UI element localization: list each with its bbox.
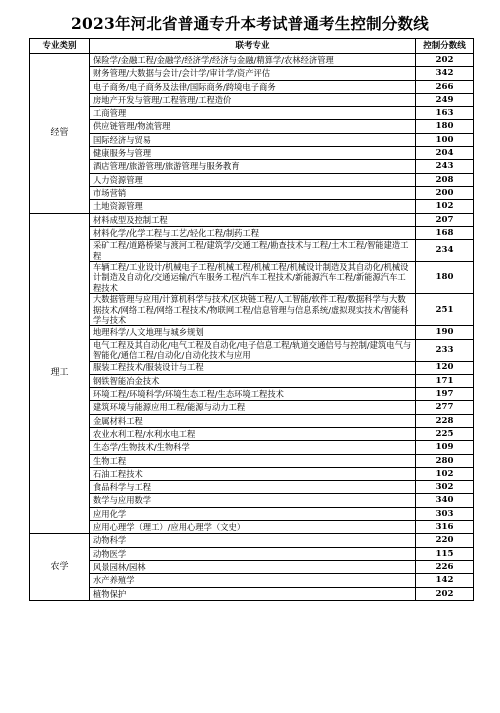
majors-cell: 采矿工程/道路桥梁与渡河工程/建筑学/交通工程/勘查技术与工程/土木工程/智能建造工程 (90, 240, 416, 262)
score-cell: 120 (416, 361, 474, 374)
table-row (30, 428, 474, 441)
score-cell: 102 (416, 467, 474, 480)
table-row (30, 574, 474, 587)
majors-cell: 植物保护 (90, 587, 416, 600)
majors-cell: 车辆工程/工业设计/机械电子工程/机械工程/机械工程/机械设计制造及其自动化/机械设计制造及自动化/交通运输/汽车服务工程/汽车工程技术/新能源汽车工程/新能源汽车工程技术 (90, 261, 416, 293)
table-row (30, 388, 474, 401)
score-cell: 100 (416, 133, 474, 146)
table-row (30, 534, 474, 547)
score-cell: 197 (416, 388, 474, 401)
table-row (30, 339, 474, 361)
table-row (30, 213, 474, 226)
majors-cell: 环境工程/环境科学/环境生态工程/生态环境工程技术 (90, 388, 416, 401)
table-row (30, 441, 474, 454)
table-row (30, 326, 474, 339)
majors-cell: 农业水利工程/水利水电工程 (90, 428, 416, 441)
majors-cell: 人力资源管理 (90, 173, 416, 186)
majors-cell: 工商管理 (90, 107, 416, 120)
score-cell: 303 (416, 507, 474, 520)
score-cell: 163 (416, 107, 474, 120)
majors-cell: 酒店管理/旅游管理/旅游管理与服务教育 (90, 160, 416, 173)
score-cell: 266 (416, 80, 474, 93)
majors-cell: 石油工程技术 (90, 467, 416, 480)
score-cell: 109 (416, 441, 474, 454)
table-row (30, 467, 474, 480)
table-row (30, 587, 474, 600)
majors-cell: 风景园林/园林 (90, 560, 416, 573)
table-row (30, 560, 474, 573)
table-row (30, 147, 474, 160)
majors-cell: 数学与应用数学 (90, 494, 416, 507)
majors-cell: 服装工程技术/服装设计与工程 (90, 361, 416, 374)
score-cell: 200 (416, 186, 474, 199)
majors-cell: 房地产开发与管理/工程管理/工程造价 (90, 93, 416, 106)
score-cell: 115 (416, 547, 474, 560)
table-row (30, 401, 474, 414)
score-cell: 171 (416, 374, 474, 387)
majors-cell: 健康服务与管理 (90, 147, 416, 160)
majors-cell: 应用化学 (90, 507, 416, 520)
majors-cell: 供应链管理/物流管理 (90, 120, 416, 133)
majors-cell: 钢铁智能冶金技术 (90, 374, 416, 387)
score-cell: 342 (416, 67, 474, 80)
score-cell: 233 (416, 339, 474, 361)
majors-cell: 大数据管理与应用/计算机科学与技术/区块链工程/人工智能/软件工程/数据科学与大数据技术/网络工程/网络工程技术/物联网工程/信息管理与信息系统/虚拟现实技术/智能科学与技术 (90, 294, 416, 326)
score-cell: 228 (416, 414, 474, 427)
score-cell: 226 (416, 560, 474, 573)
table-row (30, 173, 474, 186)
score-cell: 202 (416, 587, 474, 600)
score-cell: 277 (416, 401, 474, 414)
score-cell: 208 (416, 173, 474, 186)
table-row (30, 200, 474, 213)
header-category: 专业类别 (30, 39, 90, 54)
header-majors: 联考专业 (90, 39, 416, 54)
majors-cell: 动物科学 (90, 534, 416, 547)
majors-cell: 建筑环境与能源应用工程/能源与动力工程 (90, 401, 416, 414)
score-table (29, 38, 474, 601)
table-row (30, 481, 474, 494)
header-score: 控制分数线 (416, 39, 474, 54)
majors-cell: 财务管理/大数据与会计/会计学/审计学/资产评估 (90, 67, 416, 80)
score-cell: 180 (416, 120, 474, 133)
majors-cell: 动物医学 (90, 547, 416, 560)
majors-cell: 电气工程及其自动化/电气工程及自动化/电子信息工程/轨道交通信号与控制/建筑电气与智能化/通信工程/自动化/自动化技术与应用 (90, 339, 416, 361)
score-cell: 225 (416, 428, 474, 441)
majors-cell: 土地资源管理 (90, 200, 416, 213)
table-row (30, 454, 474, 467)
majors-cell: 国际经济与贸易 (90, 133, 416, 146)
table-row (30, 80, 474, 93)
table-row (30, 226, 474, 239)
score-cell: 234 (416, 240, 474, 262)
majors-cell: 材料化学/化学工程与工艺/轻化工程/制药工程 (90, 226, 416, 239)
score-cell: 202 (416, 54, 474, 67)
score-cell: 204 (416, 147, 474, 160)
table-row (30, 67, 474, 80)
table-row (30, 547, 474, 560)
score-cell: 180 (416, 261, 474, 293)
category-cell: 经管 (30, 54, 90, 214)
table-body (30, 54, 474, 601)
table-row (30, 133, 474, 146)
table-row (30, 414, 474, 427)
category-cell: 农学 (30, 534, 90, 600)
table-row (30, 374, 474, 387)
majors-cell: 金属材料工程 (90, 414, 416, 427)
score-cell: 340 (416, 494, 474, 507)
score-cell: 102 (416, 200, 474, 213)
score-cell: 243 (416, 160, 474, 173)
majors-cell: 保险学/金融工程/金融学/经济学/经济与金融/精算学/农林经济管理 (90, 54, 416, 67)
majors-cell: 生态学/生物技术/生物科学 (90, 441, 416, 454)
score-cell: 207 (416, 213, 474, 226)
majors-cell: 材料成型及控制工程 (90, 213, 416, 226)
score-cell: 302 (416, 481, 474, 494)
table-row (30, 240, 474, 262)
table-row (30, 294, 474, 326)
majors-cell: 水产养殖学 (90, 574, 416, 587)
table-row (30, 521, 474, 534)
score-cell: 280 (416, 454, 474, 467)
page-title: 2023年河北省普通专升本考试普通考生控制分数线 (71, 14, 429, 33)
table-row (30, 93, 474, 106)
score-cell: 142 (416, 574, 474, 587)
majors-cell: 电子商务/电子商务及法律/国际商务/跨境电子商务 (90, 80, 416, 93)
majors-cell: 食品科学与工程 (90, 481, 416, 494)
table-row (30, 54, 474, 67)
table-row (30, 494, 474, 507)
category-cell: 理工 (30, 213, 90, 534)
majors-cell: 应用心理学（理工）/应用心理学（文史） (90, 521, 416, 534)
majors-cell: 地理科学/人文地理与城乡规划 (90, 326, 416, 339)
table-row (30, 120, 474, 133)
majors-cell: 市场营销 (90, 186, 416, 199)
score-cell: 220 (416, 534, 474, 547)
table-row (30, 186, 474, 199)
table-row (30, 107, 474, 120)
table-header-row (30, 39, 474, 54)
score-cell: 251 (416, 294, 474, 326)
score-cell: 190 (416, 326, 474, 339)
table-row (30, 507, 474, 520)
majors-cell: 生物工程 (90, 454, 416, 467)
table-row (30, 361, 474, 374)
score-cell: 249 (416, 93, 474, 106)
score-cell: 168 (416, 226, 474, 239)
score-cell: 316 (416, 521, 474, 534)
table-row (30, 160, 474, 173)
table-row (30, 261, 474, 293)
